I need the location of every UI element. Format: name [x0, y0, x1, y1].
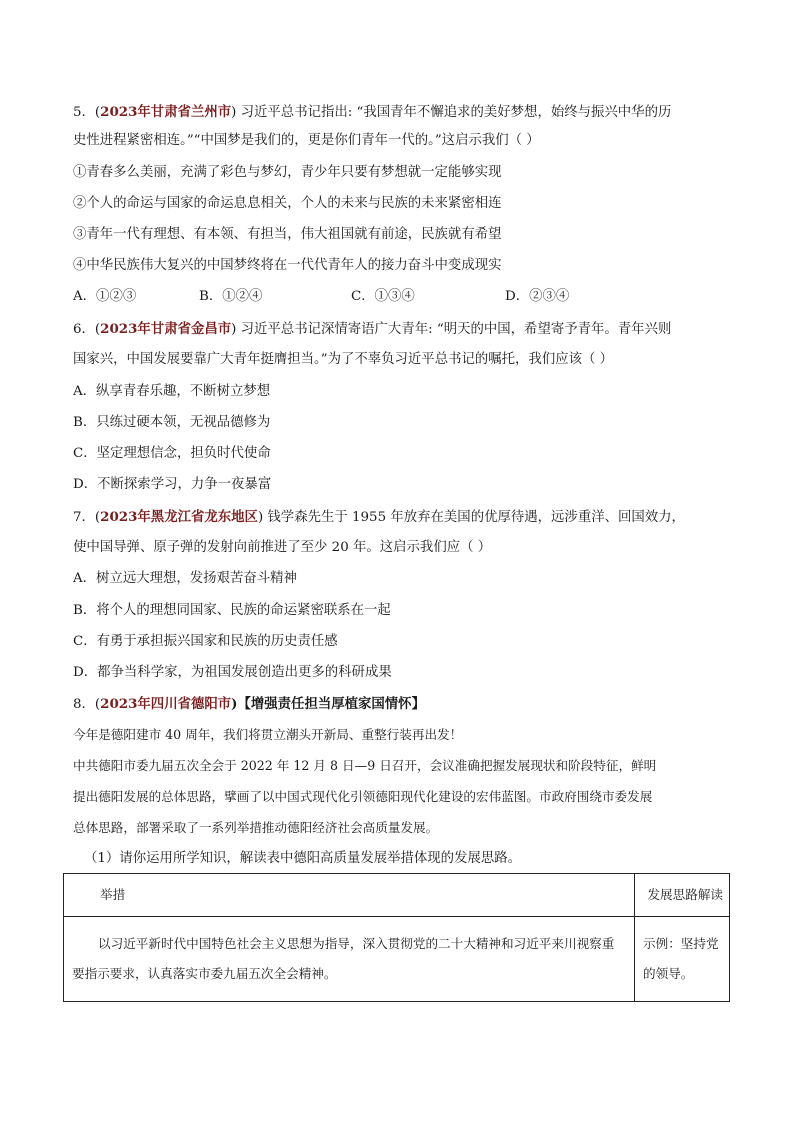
q6-option-b[interactable]: B．只练过硬本领，无视品德修为 — [73, 415, 271, 430]
q5-option-c[interactable]: C．①③④ — [351, 289, 415, 304]
q6-line1: 6．(2023年甘肃省金昌市) 习近平总书记深情寄语广大青年: “明天的中国，希望寄予青年。青年兴则 — [73, 321, 672, 337]
q5-option-a[interactable]: A．①②③ — [73, 289, 137, 304]
q7-source: 2023年黑龙江省龙东地区 — [100, 509, 258, 525]
table-cell-interpretation[interactable]: 示例：坚持党的领导。 — [635, 917, 730, 1002]
q7-option-b[interactable]: B．将个人的理想同国家、民族的命运紧密联系在一起 — [73, 603, 391, 618]
q8-para2-line1: 中共德阳市委九届五次全会于 2022 年 12 月 8 日—9 日召开，会议准确把握发展现状和阶段特征，鲜明 — [73, 758, 657, 773]
q5-item: ③青年一代有理想、有本领、有担当，伟大祖国就有前途，民族就有希望 — [73, 227, 502, 242]
q5-item: ②个人的命运与国家的命运息息相关，个人的未来与民族的未来紧密相连 — [73, 196, 502, 211]
q8-source: 2023年四川省德阳市 — [100, 696, 232, 712]
q6-source: 2023年甘肃省金昌市 — [100, 321, 232, 337]
table-cell-measure: 以习近平新时代中国特色社会主义思想为指导，深入贯彻党的二十大精神和习近平来川视察重要指示要求，认真落实市委九届五次全会精神。 — [64, 917, 635, 1002]
q5-source: 2023年甘肃省兰州市 — [100, 104, 232, 120]
q6-option-a[interactable]: A．纵享青春乐趣，不断树立梦想 — [73, 384, 271, 399]
q6-option-c[interactable]: C．坚定理想信念，担负时代使命 — [73, 446, 271, 461]
q7-option-d[interactable]: D．都争当科学家，为祖国发展创造出更多的科研成果 — [73, 665, 392, 680]
q7-line1: 7．(2023年黑龙江省龙东地区) 钱学森先生于 1955 年放弃在美国的优厚待遇，远涉重洋、回国效力， — [73, 509, 685, 525]
q8-para2-line2: 提出德阳发展的总体思路，擘画了以中国式现代化引领德阳现代化建设的宏伟蓝图。市政府围绕市委发展 — [73, 789, 653, 804]
q5-options — [73, 287, 569, 307]
measures-table — [63, 873, 730, 1002]
q8-line1: 8．(2023年四川省德阳市)【增强责任担当厚植家国情怀】 — [73, 696, 425, 712]
q8-subquestion-1: （1）请你运用所学知识，解读表中德阳高质量发展举措体现的发展思路。 — [84, 851, 522, 866]
q8-para2-line3: 总体思路，部署采取了一系列举措推动德阳经济社会高质量发展。 — [73, 820, 439, 835]
q5-item: ④中华民族伟大复兴的中国梦终将在一代代青年人的接力奋斗中变成现实 — [73, 258, 502, 273]
q7-line2: 使中国导弹、原子弹的发射向前推进了至少 20 年。这启示我们应（ ） — [73, 540, 492, 555]
q7-option-a[interactable]: A．树立远大理想，发扬艰苦奋斗精神 — [73, 571, 297, 586]
q6-option-d[interactable]: D．不断探索学习，力争一夜暴富 — [73, 477, 272, 492]
q5-item: ①青春多么美丽，充满了彩色与梦幻，青少年只要有梦想就一定能够实现 — [73, 165, 502, 180]
q8-para1: 今年是德阳建市 40 周年，我们将贯立潮头开新局、重整行装再出发！ — [73, 727, 463, 742]
q5-option-b[interactable]: B．①②④ — [199, 289, 263, 304]
q7-option-c[interactable]: C．有勇于承担振兴国家和民族的历史责任感 — [73, 634, 338, 649]
q5-option-d[interactable]: D．②③④ — [505, 289, 570, 304]
table-header-row — [64, 874, 730, 917]
table-header-measures: 举措 — [64, 874, 635, 917]
q6-line2: 国家兴，中国发展要靠广大青年挺膺担当。”为了不辜负习近平总书记的嘱托，我们应该（ ） — [73, 352, 614, 367]
q5-line1: 5．(2023年甘肃省兰州市) 习近平总书记指出: “我国青年不懈追求的美好梦想，始终与振兴中华的历 — [73, 104, 672, 120]
table-header-interpretation: 发展思路解读 — [635, 874, 730, 917]
table-row — [64, 917, 730, 1002]
q5-line2: 史性进程紧密相连。”“中国梦是我们的，更是你们青年一代的。”这启示我们（ ） — [73, 133, 540, 148]
